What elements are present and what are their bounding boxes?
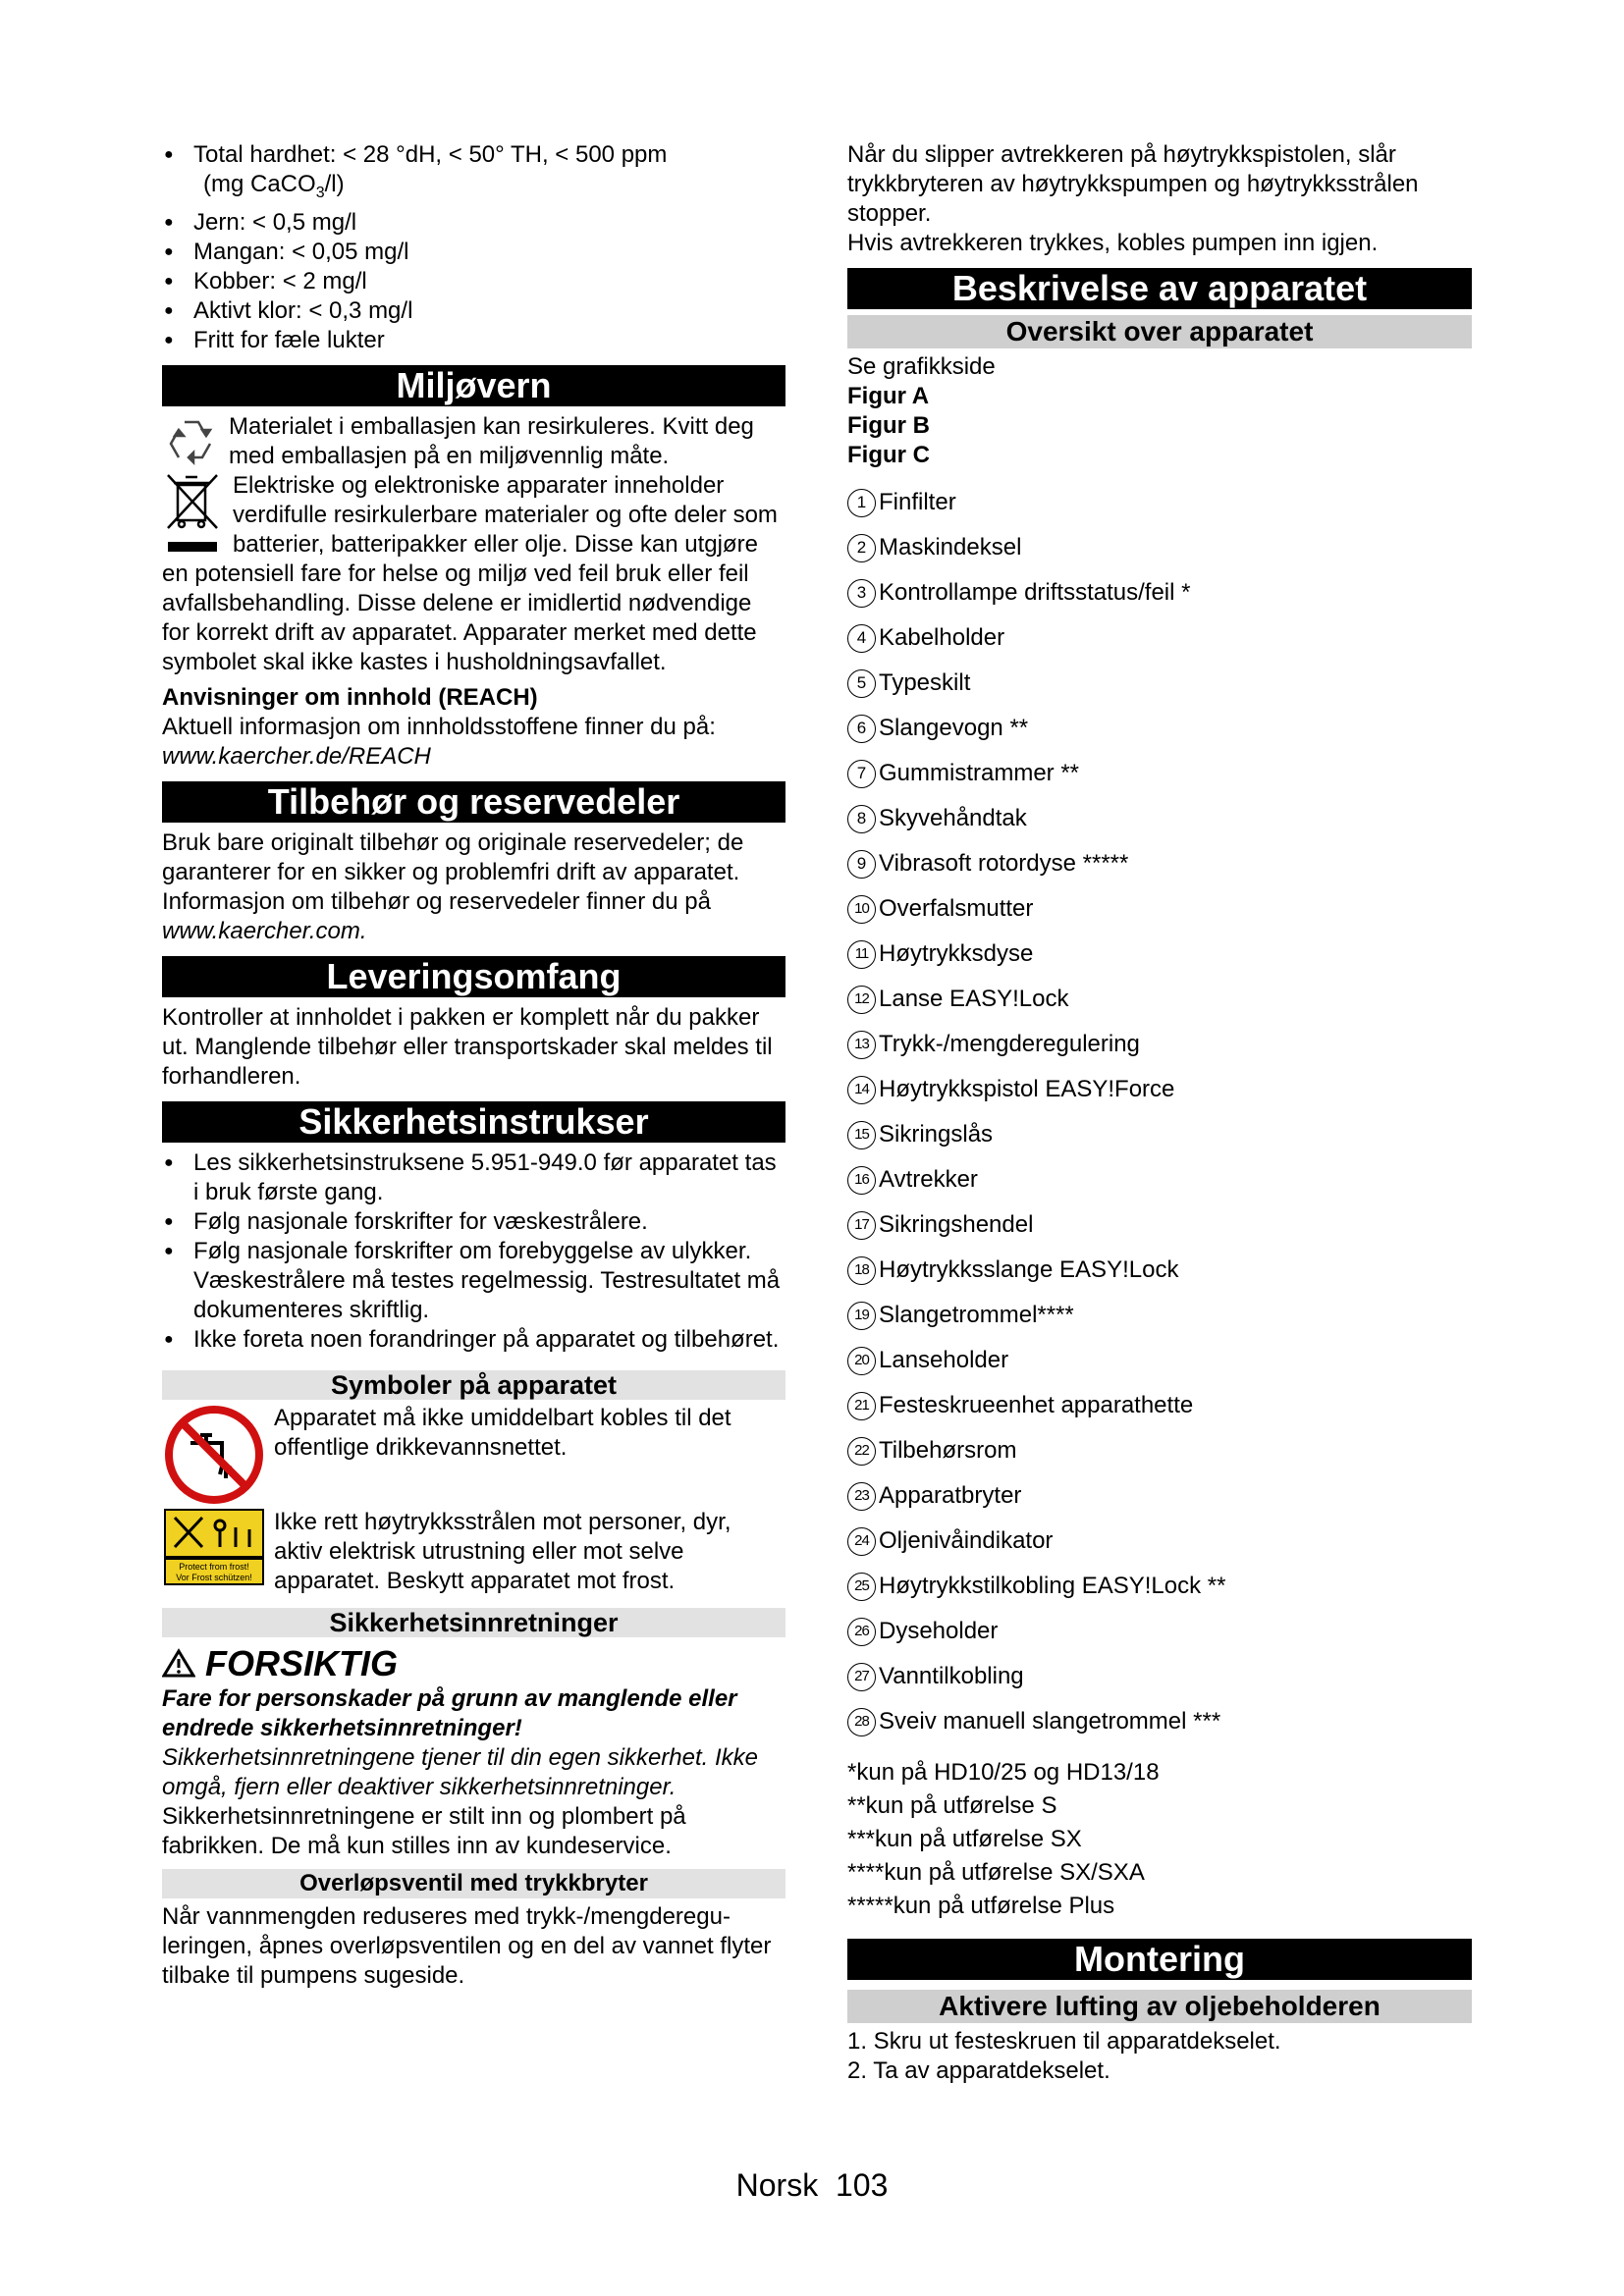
list-item: ● Følg nasjonale forskrifter om forebyggelse av ulykker. Væskestrålere må testes regelmessig. Testresultatet må dokumenteres skriftlig. bbox=[162, 1237, 785, 1325]
part-number: 25 bbox=[847, 1573, 876, 1601]
part-number: 21 bbox=[847, 1392, 876, 1420]
warning-bold-text: Fare for personskader på grunn av manglende eller endrede sikkerhetsinnretninger! bbox=[162, 1684, 737, 1741]
part-number: 13 bbox=[847, 1031, 876, 1059]
no-spray-frost-icon bbox=[162, 1508, 266, 1596]
part-label: Tilbehørsrom bbox=[879, 1437, 1017, 1464]
weee-block bbox=[162, 471, 785, 677]
part-number: 23 bbox=[847, 1482, 876, 1511]
footnotes bbox=[847, 1756, 1472, 1923]
list-item bbox=[847, 706, 1472, 751]
water-quality-list bbox=[162, 140, 785, 355]
list-item bbox=[847, 1112, 1472, 1157]
list-item bbox=[162, 140, 785, 208]
part-number: 9 bbox=[847, 850, 876, 879]
symbol-drinking-water bbox=[162, 1404, 785, 1506]
symbol2-text: Ikke rett høytrykksstrålen mot personer, dyr, aktiv elektrisk utrustning eller mot selve apparatet. Beskytt apparatet mot frost. bbox=[274, 1508, 731, 1594]
symbol1-text: Apparatet må ikke umiddelbart kobles til det offentlige drikkevannsnettet. bbox=[274, 1404, 731, 1461]
reach-text: Aktuell informasjon om innholdsstoffene finner du på: bbox=[162, 713, 716, 740]
part-number: 12 bbox=[847, 986, 876, 1014]
list-item-text: Total hardhet: < 28 °dH, < 50° TH, < 500 ppm bbox=[193, 141, 668, 168]
part-number: 7 bbox=[847, 760, 876, 788]
part-label: Gummistrammer ** bbox=[879, 760, 1080, 786]
figure-label-a: Figur A bbox=[847, 383, 930, 409]
frost-label-de: Vor Frost schützen! bbox=[176, 1572, 252, 1582]
part-label: Lanseholder bbox=[879, 1347, 1009, 1373]
section-heading-symboler: Symboler på apparatet bbox=[162, 1370, 785, 1400]
part-number: 4 bbox=[847, 624, 876, 653]
part-label: Maskindeksel bbox=[879, 534, 1022, 561]
part-label: Høytrykkspistol EASY!Force bbox=[879, 1076, 1175, 1102]
intro-text-1: Når du slipper avtrekkeren på høytrykkspistolen, slår trykkbryteren av høytrykkspumpen og høytrykksstrålen stopper. bbox=[847, 141, 1419, 227]
list-item bbox=[847, 1248, 1472, 1293]
list-item bbox=[847, 886, 1472, 932]
innretninger-text: Sikkerhetsinnretningene er stilt inn og plombert på fabrikken. De må kun stilles inn av kundeservice. bbox=[162, 1802, 686, 1859]
weee-bin-icon bbox=[162, 471, 227, 558]
part-number: 2 bbox=[847, 534, 876, 562]
step-1: 1. Skru ut festeskruen til apparatdekselet. bbox=[847, 2028, 1281, 2055]
list-item: ● Følg nasjonale forskrifter for væskestrålere. bbox=[162, 1207, 785, 1237]
list-item bbox=[847, 1383, 1472, 1428]
recycle-block bbox=[162, 412, 785, 471]
list-item bbox=[847, 1564, 1472, 1609]
figure-label-b: Figur B bbox=[847, 412, 930, 439]
left-column bbox=[162, 140, 785, 1991]
footnote: ***kun på utførelse SX bbox=[847, 1826, 1082, 1852]
part-number: 15 bbox=[847, 1121, 876, 1149]
part-label: Sikringshendel bbox=[879, 1211, 1034, 1238]
list-item bbox=[847, 1293, 1472, 1338]
part-label: Sikringslås bbox=[879, 1121, 994, 1148]
part-number: 24 bbox=[847, 1527, 876, 1556]
warning-triangle-icon bbox=[162, 1643, 205, 1683]
section-heading-levering: Leveringsomfang bbox=[162, 956, 785, 997]
part-number: 11 bbox=[847, 940, 876, 969]
part-label: Dyseholder bbox=[879, 1618, 999, 1644]
list-item bbox=[847, 841, 1472, 886]
section-heading-overlop: Overløpsventil med trykkbryter bbox=[162, 1869, 785, 1898]
part-label: Vibrasoft rotordyse ***** bbox=[879, 850, 1129, 877]
overlop-text: Når vannmengden reduseres med trykk-/mengdereguleringen, åpnes overløpsventilen og en del av vannet flyter tilbake til pumpens sugeside. bbox=[162, 1902, 772, 1989]
no-drinking-water-icon bbox=[162, 1404, 266, 1506]
list-item bbox=[847, 751, 1472, 796]
list-item bbox=[847, 1473, 1472, 1519]
list-item: ● Jern: < 0,5 mg/l bbox=[162, 208, 785, 238]
list-item bbox=[847, 1338, 1472, 1383]
list-item bbox=[847, 661, 1472, 706]
list-item bbox=[847, 1699, 1472, 1744]
part-label: Lanse EASY!Lock bbox=[879, 986, 1069, 1012]
recycle-icon bbox=[162, 412, 221, 471]
page-number: 103 bbox=[835, 2167, 889, 2203]
section-heading-sikkerhet: Sikkerhetsinstrukser bbox=[162, 1101, 785, 1143]
section-heading-tilbehor: Tilbehør og reservedeler bbox=[162, 781, 785, 823]
part-number: 19 bbox=[847, 1302, 876, 1330]
reach-link[interactable]: www.kaercher.de/REACH bbox=[162, 742, 431, 770]
list-item bbox=[847, 1067, 1472, 1112]
section-heading-montering: Montering bbox=[847, 1939, 1472, 1980]
list-item bbox=[847, 1609, 1472, 1654]
part-number: 3 bbox=[847, 579, 876, 608]
part-number: 14 bbox=[847, 1076, 876, 1104]
levering-text: Kontroller at innholdet i pakken er komplett når du pakker ut. Manglende tilbehør eller transportskader skal meldes til forhandleren. bbox=[162, 1003, 773, 1090]
reach-title: Anvisninger om innhold (REACH) bbox=[162, 683, 538, 711]
part-number: 17 bbox=[847, 1211, 876, 1240]
list-item: ● Ikke foreta noen forandringer på apparatet og tilbehøret. bbox=[162, 1325, 785, 1355]
section-heading-miljovern: Miljøvern bbox=[162, 365, 785, 406]
footnote: ****kun på utførelse SX/SXA bbox=[847, 1859, 1145, 1886]
part-number: 6 bbox=[847, 715, 876, 743]
recycle-text: Materialet i emballasjen kan resirkuleres. Kvitt deg med emballasjen på en miljøvennlig måte. bbox=[229, 412, 754, 469]
warning-title-text: FORSIKTIG bbox=[205, 1642, 399, 1683]
list-item: ● Les sikkerhetsinstruksene 5.951-949.0 før apparatet tas i bruk første gang. bbox=[162, 1148, 785, 1207]
grafikk-text: Se grafikkside bbox=[847, 353, 996, 380]
part-number: 27 bbox=[847, 1663, 876, 1691]
tilbehor-text: Bruk bare originalt tilbehør og originale reservedeler; de garanterer for en sikker og problemfri drift av apparatet. Informasjon om tilbehør og reservedeler finner du på bbox=[162, 828, 744, 915]
part-label: Typeskilt bbox=[879, 669, 971, 696]
part-number: 5 bbox=[847, 669, 876, 698]
part-number: 22 bbox=[847, 1437, 876, 1466]
list-item: ● Aktivt klor: < 0,3 mg/l bbox=[162, 296, 785, 326]
part-label: Trykk-/mengderegulering bbox=[879, 1031, 1140, 1057]
caco-text: (mg CaCO bbox=[203, 171, 316, 197]
caco-subscript: 3 bbox=[315, 184, 325, 201]
frost-label-en: Protect from frost! bbox=[179, 1561, 249, 1572]
part-label: Sveiv manuell slangetrommel *** bbox=[879, 1708, 1221, 1735]
caco-unit: /l) bbox=[324, 171, 345, 197]
part-label: Skyvehåndtak bbox=[879, 805, 1027, 831]
warning-title bbox=[162, 1643, 785, 1684]
part-number: 26 bbox=[847, 1618, 876, 1646]
part-label: Oljenivåindikator bbox=[879, 1527, 1054, 1554]
safety-list bbox=[162, 1148, 785, 1355]
symbol-no-spray bbox=[162, 1508, 785, 1596]
sub-heading-lufting: Aktivere lufting av oljebeholderen bbox=[847, 1990, 1472, 2023]
list-item bbox=[847, 1202, 1472, 1248]
list-item bbox=[847, 1519, 1472, 1564]
part-label: Høytrykksdyse bbox=[879, 940, 1034, 967]
part-label: Vanntilkobling bbox=[879, 1663, 1024, 1689]
footer-language: Norsk bbox=[735, 2167, 819, 2203]
part-label: Høytrykksslange EASY!Lock bbox=[879, 1256, 1179, 1283]
sub-heading-oversikt: Oversikt over apparatet bbox=[847, 315, 1472, 348]
list-item bbox=[847, 796, 1472, 841]
list-item: ● Fritt for fæle lukter bbox=[162, 326, 785, 355]
part-label: Festeskrueenhet apparathette bbox=[879, 1392, 1194, 1418]
weee-text: Elektriske og elektroniske apparater inneholder verdifulle resirkulerbare materialer og ofte deler som batterier, batteripakker eller olje. Disse kan utgjøre en potensiell fare for helse og miljø ved feil bruk eller feil avfallsbehandling. Disse delene er imidlertid nødvendige for korrekt drift av apparatet. Apparater merket med dette symbolet skal ikke kastes i husholdningsavfallet. bbox=[162, 471, 778, 675]
list-item bbox=[847, 1654, 1472, 1699]
part-label: Kabelholder bbox=[879, 624, 1005, 651]
section-heading-innretninger: Sikkerhetsinnretninger bbox=[162, 1608, 785, 1637]
part-label: Høytrykkstilkobling EASY!Lock ** bbox=[879, 1573, 1226, 1599]
footnote: *****kun på utførelse Plus bbox=[847, 1893, 1115, 1919]
list-item bbox=[847, 480, 1472, 525]
part-label: Avtrekker bbox=[879, 1166, 978, 1193]
list-item bbox=[847, 525, 1472, 570]
list-item: ● Mangan: < 0,05 mg/l bbox=[162, 238, 785, 267]
tilbehor-link[interactable]: www.kaercher.com. bbox=[162, 917, 367, 944]
list-item bbox=[847, 615, 1472, 661]
footnote: *kun på HD10/25 og HD13/18 bbox=[847, 1759, 1160, 1786]
list-item: ● Kobber: < 2 mg/l bbox=[162, 267, 785, 296]
list-item-continuation bbox=[193, 170, 785, 208]
part-label: Slangevogn ** bbox=[879, 715, 1029, 741]
part-label: Finfilter bbox=[879, 489, 956, 515]
part-label: Overfalsmutter bbox=[879, 895, 1034, 922]
footnote: **kun på utførelse S bbox=[847, 1792, 1057, 1819]
figure-label-c: Figur C bbox=[847, 442, 930, 468]
section-heading-beskrivelse: Beskrivelse av apparatet bbox=[847, 268, 1472, 309]
part-label: Apparatbryter bbox=[879, 1482, 1022, 1509]
part-number: 8 bbox=[847, 805, 876, 833]
part-number: 1 bbox=[847, 489, 876, 517]
part-number: 10 bbox=[847, 895, 876, 924]
part-number: 20 bbox=[847, 1347, 876, 1375]
part-number: 18 bbox=[847, 1256, 876, 1285]
part-label: Kontrollampe driftsstatus/feil * bbox=[879, 579, 1191, 606]
intro-text-2: Hvis avtrekkeren trykkes, kobles pumpen inn igjen. bbox=[847, 230, 1379, 256]
list-item bbox=[847, 977, 1472, 1022]
parts-list bbox=[847, 480, 1472, 1744]
list-item bbox=[847, 932, 1472, 977]
step-2: 2. Ta av apparatdekselet. bbox=[847, 2057, 1110, 2084]
right-column bbox=[847, 140, 1472, 2086]
warning-italic-text: Sikkerhetsinnretningene tjener til din egen sikkerhet. Ikke omgå, fjern eller deaktiver sikkerhetsinnretninger. bbox=[162, 1743, 759, 1800]
list-item bbox=[847, 1428, 1472, 1473]
part-number: 28 bbox=[847, 1708, 876, 1736]
part-label: Slangetrommel**** bbox=[879, 1302, 1074, 1328]
list-item bbox=[847, 570, 1472, 615]
list-item bbox=[847, 1022, 1472, 1067]
list-item bbox=[847, 1157, 1472, 1202]
part-number: 16 bbox=[847, 1166, 876, 1195]
page-footer bbox=[0, 2167, 1624, 2204]
